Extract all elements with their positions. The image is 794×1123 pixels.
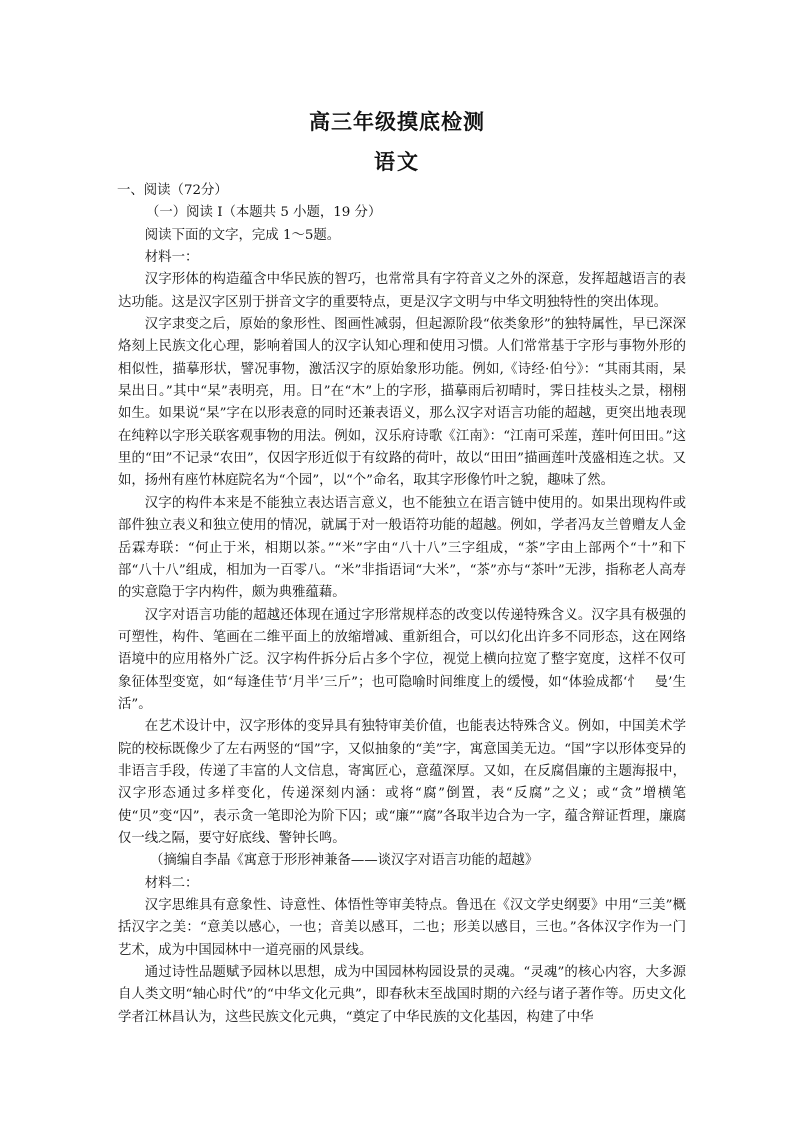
paragraph: 汉字对语言功能的超越还体现在通过字形常规样态的改变以传递特殊含义。汉字具有极强的可塑性，构件、笔画在二维平面上的放缩增减、重新组合，可以幻化出许多不同形态，这在网络语境中的应用格外广泛。汉字构件拆分后占多个字位，视觉上横向拉宽了整字宽度，这样不仅可象征体型变宽，如“每逢佳节‘月半’三斤”；也可隐喻时间维度上的缓慢，如“体验成都‘忄 曼’生活”。 [118, 607, 686, 712]
document-body [118, 180, 686, 1029]
instruction-text: 阅读下面的文字，完成 1～5题。 [144, 227, 341, 243]
subject-title: 语文 [374, 149, 420, 174]
paragraph: 汉字隶变之后，原始的象形性、图画性减弱，但起源阶段“依类象形”的独特属性，早已深深烙刻上民族文化心理，影响着国人的汉字认知心理和使用习惯。人们常常基于字形与事物外形的相似性，描摹形状，譬况事物，激活汉字的原始象形功能。例如,《诗经·伯兮》：“其雨其雨，杲杲出日。”其中“杲”表明亮，用。日”在“木”上的字形，描摹雨后初晴时，霁日挂枝头之景，栩栩如生。如果说“杲”字在以形表意的同时还兼表语义，那么汉字对语言功能的超越，更突出地表现在纯粹以字形关联客观事物的用法。例如，汉乐府诗歌《江南》：“江南可采莲，莲叶何田田。”这里的“田”不记录“农田”，仅因字形近似于有纹路的荷叶，故以“田田”描画莲叶茂盛相连之状。又如，扬州有座竹林庭院名为“个园”，以“个”命名，取其字形像竹叶之貌，趣味了然。 [118, 317, 686, 489]
paragraph: 通过诗性品题赋予园林以思想，成为中国园林构园设景的灵魂。“灵魂”的核心内容，大多源自人类文明“轴心时代”的“中华文化元典”，即春秋末至战国时期的六经与诸子著作等。历史文化学者江林昌认为，这些民族文化元典，“奠定了中华民族的文化基因，构建了中华 [118, 965, 686, 1025]
paragraph: 汉字的构件本来是不能独立表达语言意义，也不能独立在语言链中使用的。如果出现构件或部件独立表义和独立使用的情况，就属于对一般语符功能的超越。例如，学者冯友兰曾赠友人金岳霖寿联：“何止于米，相期以茶。”“米”字由“八十八”三字组成，“茶”字由上部两个“十”和下部“八十八”组成，相加为一百零八。“米”非指语词“大米”，“茶”亦与“茶叶”无涉，指称老人高寿的实意隐于字内构件，颇为典雅蕴藉。 [118, 495, 686, 601]
paragraph: 汉字思维具有意象性、诗意性、体悟性等审美特点。鲁迅在《汉文学史纲要》中用“三美”概括汉字之美：“意美以感心，一也；音美以感耳，二也；形美以感目，三也。”各体汉字作为一门艺术，成为中国园林中一道亮丽的风景线。 [118, 898, 686, 958]
paragraph: 汉字形体的构造蕴含中华民族的智巧，也常常具有字符音义之外的深意，发挥超越语言的表达功能。这是汉字区别于拼音文字的重要特点，更是汉字文明与中华文明独特性的突出体现。 [118, 272, 686, 310]
material-two-label: 材料二： [144, 875, 199, 891]
section-title: 一、阅读（72分） [117, 183, 228, 198]
material-one-label: 材料一： [144, 250, 199, 266]
paragraph: 在艺术设计中，汉字形体的变异具有独特审美价值，也能表达特殊含义。例如，中国美术学院的校标既像少了左右两竖的“国”字，又似抽象的“美”字，寓意国美无边。“国”字以形体变异的非语言手段，传递了丰富的人文信息，寄寓匠心，意蕴深厚。又如，在反腐倡廉的主题海报中，汉字形态通过多样变化，传递深刻内涵：或将“腐”倒置，表“反腐”之义；或“贪”增横笔使“贝”变“囚”，表示贪一笔即沦为阶下囚；或“廉”“腐”各取半边合为一字，蕴含辩证哲理，廉腐仅一线之隔，要守好底线、警钟长鸣。 [118, 719, 686, 846]
subsection-title: （一）阅读 I（本题共 5 小题，19 分） [146, 205, 382, 221]
page-title: 高三年级摸底检测 [309, 109, 485, 134]
citation: （摘编自李晶《寓意于形形神兼备——谈汉字对语言功能的超越》 [150, 853, 539, 869]
